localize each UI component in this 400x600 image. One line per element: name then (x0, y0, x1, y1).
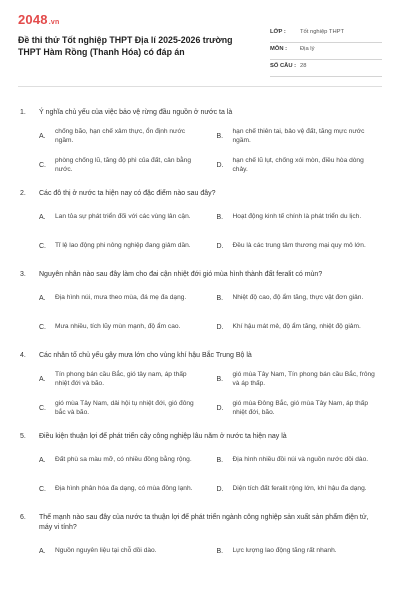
question-stem (20, 432, 380, 442)
question-number: 3. (20, 271, 26, 278)
option-c[interactable] (39, 317, 203, 337)
option-letter: B. (216, 456, 224, 464)
option-c[interactable] (39, 155, 203, 175)
option-c[interactable] (39, 398, 203, 418)
question-stem (20, 189, 380, 199)
meta-value: Địa lý (300, 46, 315, 52)
question-2 (20, 189, 380, 256)
question-text: Các đô thị ở nước ta hiện nay có đặc điểm nào sau đây? (39, 190, 216, 197)
question-number: 6. (20, 514, 26, 521)
option-text: Nguồn nguyên liệu tại chỗ dồi dào. (55, 547, 157, 555)
question-number: 1. (20, 109, 26, 116)
option-grid (20, 369, 380, 418)
brand-name: 2048 (18, 12, 48, 27)
option-text: Địa hình núi, mưa theo mùa, đá mẹ đa dạng. (55, 294, 187, 302)
question-6 (20, 513, 380, 561)
meta-row-count (270, 60, 382, 77)
option-letter: D. (216, 161, 224, 169)
option-b[interactable] (217, 450, 381, 470)
question-text: Thế mạnh nào sau đây của nước ta thuận lợi để phát triển ngành công nghiệp sản xuất sản phẩm điện tử, máy vi tính? (39, 514, 369, 531)
option-text: Lực lượng lao động tăng rất nhanh. (232, 547, 337, 555)
brand-logo[interactable] (18, 12, 59, 27)
document-title: Đề thi thử Tốt nghiệp THPT Địa lí 2025-2026 trường THPT Hàm Rồng (Thanh Hóa) có đáp án (18, 35, 233, 57)
option-letter: B. (216, 375, 224, 383)
option-text: gió mùa Tây Nam, dải hội tụ nhiệt đới, gió đông bắc và bão. (55, 399, 194, 416)
option-a[interactable] (39, 541, 203, 561)
option-text: Nhiệt độ cao, độ ẩm tăng, thực vật đơn giản. (232, 294, 364, 302)
question-stem (20, 351, 380, 361)
option-text: Khí hậu mát mẻ, độ ẩm tăng, nhiệt độ giảm. (232, 323, 361, 331)
question-text: Các nhân tố chủ yếu gây mưa lớn cho vùng khí hậu Bắc Trung Bộ là (39, 352, 252, 359)
question-text: Nguyên nhân nào sau đây làm cho đai cận nhiệt đới gió mùa hình thành đất feralit có mùn? (39, 271, 323, 278)
option-d[interactable] (217, 317, 381, 337)
option-letter: C. (39, 485, 46, 493)
exam-meta-box (270, 26, 382, 77)
option-letter: A. (39, 375, 46, 383)
option-c[interactable] (39, 236, 203, 256)
meta-key: SỐ CÂU : (270, 63, 297, 69)
option-text: hạn chế thiên tai, bảo vệ đất, tăng mực nước ngầm. (232, 127, 365, 144)
option-d[interactable] (217, 236, 381, 256)
header-divider (18, 86, 382, 87)
option-letter: D. (216, 323, 224, 331)
option-letter: B. (216, 213, 224, 221)
question-number: 4. (20, 352, 26, 359)
question-4 (20, 351, 380, 418)
option-text: gió mùa Đông Bắc, gió mùa Tây Nam, áp thấp nhiệt đới, bão. (232, 399, 368, 416)
option-b[interactable] (217, 126, 381, 146)
option-text: chống bão, hạn chế xâm thực, ổn định nước ngầm. (55, 127, 186, 144)
option-text: Lan tỏa sự phát triển đối với các vùng lân cận. (55, 213, 191, 221)
brand-suffix: .vn (48, 19, 60, 26)
question-text: Ý nghĩa chủ yếu của việc bảo vệ rừng đầu nguồn ở nước ta là (39, 109, 233, 116)
option-letter: C. (39, 404, 46, 412)
option-letter: C. (39, 242, 46, 250)
meta-row-class (270, 26, 382, 43)
option-c[interactable] (39, 479, 203, 499)
option-text: Tín phong bán cầu Bắc, gió tây nam, áp thấp nhiệt đới và bão. (55, 370, 187, 387)
question-1 (20, 108, 380, 175)
option-a[interactable] (39, 369, 203, 389)
option-text: Đất phù sa màu mỡ, có nhiều đồng bằng rộng. (55, 456, 192, 464)
option-letter: A. (39, 456, 46, 464)
option-a[interactable] (39, 207, 203, 227)
option-letter: C. (39, 323, 46, 331)
option-b[interactable] (217, 288, 381, 308)
option-b[interactable] (217, 369, 381, 389)
option-d[interactable] (217, 479, 381, 499)
option-letter: A. (39, 213, 46, 221)
option-text: Địa hình phân hóa đa dạng, có mùa đông lạnh. (55, 485, 193, 493)
option-text: Địa hình nhiều đồi núi và nguồn nước dồi dào. (232, 456, 369, 464)
option-letter: B. (216, 547, 224, 555)
question-text: Điều kiện thuận lợi để phát triển cây công nghiệp lâu năm ở nước ta hiện nay là (39, 433, 287, 440)
option-letter: A. (39, 547, 46, 555)
option-a[interactable] (39, 450, 203, 470)
option-text: gió mùa Tây Nam, Tín phong bán cầu Bắc, frông và áp thấp. (232, 370, 375, 387)
option-letter: A. (39, 294, 46, 302)
option-letter: A. (39, 132, 46, 140)
option-grid (20, 207, 380, 256)
option-text: Hoạt động kinh tế chính là phát triển du lịch. (232, 213, 362, 221)
question-3 (20, 270, 380, 337)
option-b[interactable] (217, 541, 381, 561)
question-number: 5. (20, 433, 26, 440)
option-text: Mưa nhiều, tích lũy mùn mạnh, độ ẩm cao. (55, 323, 181, 331)
option-grid (20, 288, 380, 337)
option-letter: B. (216, 132, 224, 140)
question-stem (20, 270, 380, 280)
meta-row-subject (270, 43, 382, 60)
option-letter: D. (216, 485, 224, 493)
option-letter: D. (216, 242, 224, 250)
option-d[interactable] (217, 155, 381, 175)
option-a[interactable] (39, 126, 203, 146)
option-text: Diện tích đất feralit rộng lớn, khí hậu đa dạng. (232, 485, 367, 493)
question-number: 2. (20, 190, 26, 197)
option-letter: B. (216, 294, 224, 302)
question-stem (20, 513, 380, 533)
option-text: Tỉ lệ lao động phi nông nghiệp đang giảm dần. (55, 242, 191, 250)
meta-key: LỚP : (270, 29, 286, 35)
option-grid (20, 450, 380, 499)
option-a[interactable] (39, 288, 203, 308)
question-list (20, 108, 380, 575)
option-text: Đều là các trung tâm thương mại quy mô lớn. (232, 242, 366, 250)
meta-key: MÔN : (270, 46, 288, 52)
option-b[interactable] (217, 207, 381, 227)
option-d[interactable] (217, 398, 381, 418)
option-grid (20, 126, 380, 175)
option-grid (20, 541, 380, 561)
option-text: phòng chống lũ, tăng độ phì của đất, cân bằng nước. (55, 156, 192, 173)
option-text: hạn chế lũ lụt, chống xói mòn, điều hòa dòng chảy. (232, 156, 364, 173)
question-5 (20, 432, 380, 499)
page-header (18, 12, 382, 74)
option-letter: D. (216, 404, 224, 412)
meta-value: Tốt nghiệp THPT (300, 29, 345, 35)
question-stem (20, 108, 380, 118)
meta-value: 28 (300, 63, 307, 69)
option-letter: C. (39, 161, 46, 169)
